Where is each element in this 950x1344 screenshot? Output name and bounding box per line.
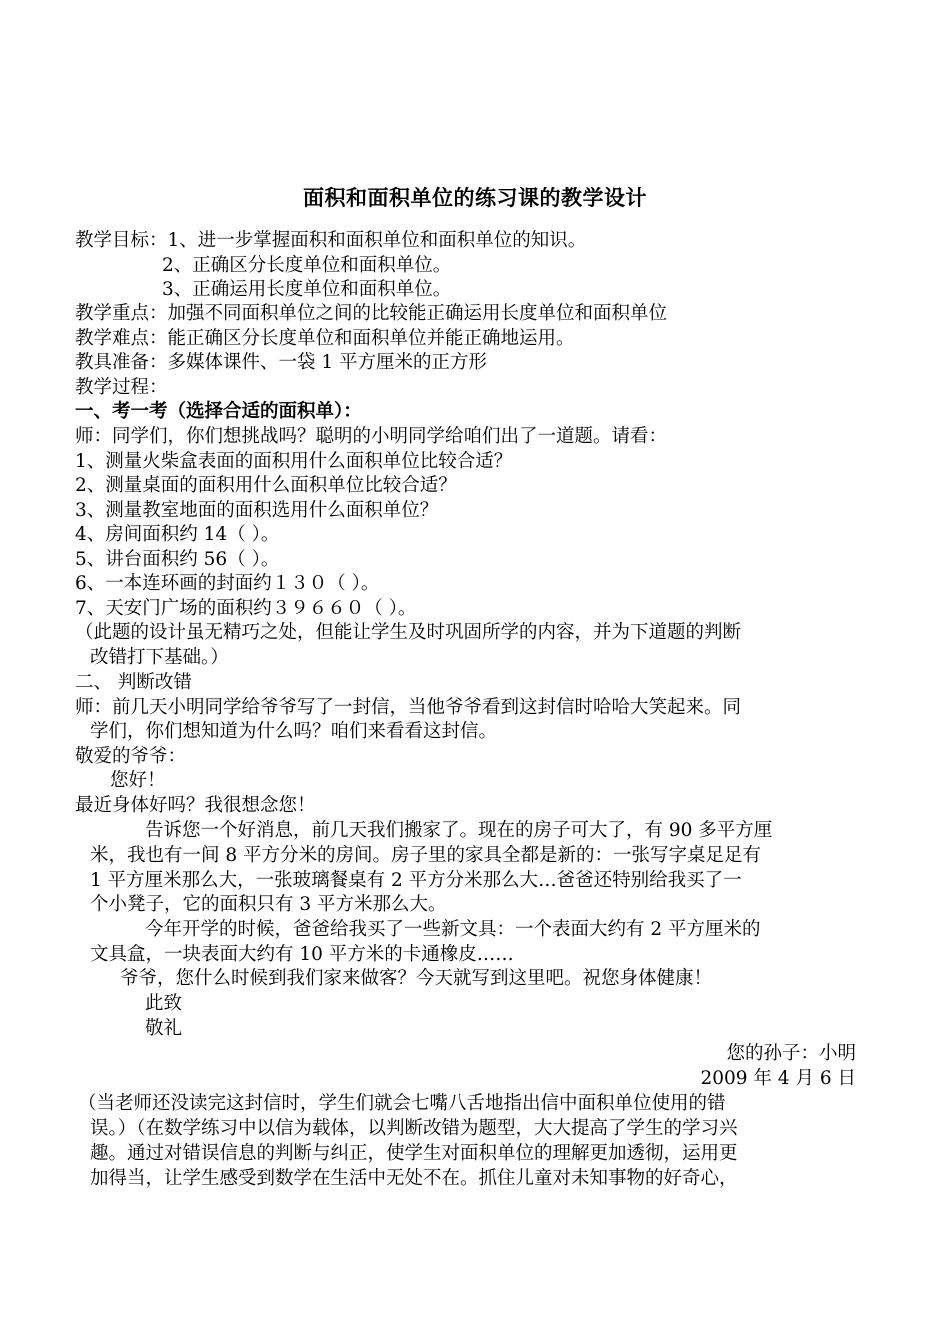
question-7: 7、天安门广场的面积约３９６６０（ ）。 [75, 598, 417, 619]
letter-greeting: 您好！ [110, 770, 166, 791]
objectives-label: 教学目标： [75, 230, 168, 251]
letter-paragraph-2-line-1: 今年开学的时候，爸爸给我买了一些新文具：一个表面大约有 2 平方厘米的 [145, 919, 761, 940]
commentary-line-1: （当老师还没读完这封信时，学生们就会七嘴八舌地指出信中面积单位使用的错 [78, 1093, 726, 1114]
section-2-heading: 二、 判断改错 [75, 672, 192, 693]
letter-line-1: 最近身体好吗？我很想念您！ [75, 795, 316, 816]
materials-line: 教具准备：多媒体课件、一袋 1 平方厘米的正方形 [75, 352, 488, 373]
letter-paragraph-1-line-4: 个小凳子，它的面积只有 3 平方米那么大。 [90, 894, 447, 915]
question-5: 5、讲台面积约 56（ ）。 [75, 549, 280, 570]
question-3: 3、测量教室地面的面积选用什么面积单位？ [75, 500, 439, 521]
objective-item-2: 2、正确区分长度单位和面积单位。 [162, 255, 452, 276]
section-1-intro: 师：同学们，你们想挑战吗？聪明的小明同学给咱们出了一道题。请看： [75, 426, 668, 447]
letter-closing-1: 此致 [145, 993, 183, 1014]
section-2-intro-line-2: 学们，你们想知道为什么吗？咱们来看看这封信。 [90, 721, 498, 742]
section-2-intro-line-1: 师：前几天小明同学给爷爷写了一封信，当他爷爷看到这封信时哈哈大笑起来。同 [75, 697, 742, 718]
document-title: 面积和面积单位的练习课的教学设计 [303, 185, 647, 210]
key-point-line: 教学重点：加强不同面积单位之间的比较能正确运用长度单位和面积单位 [75, 303, 668, 324]
letter-paragraph-3: 爷爷，您什么时候到我们家来做客？今天就写到这里吧。祝您身体健康！ [120, 968, 713, 989]
letter-paragraph-2-line-2: 文具盒，一块表面大约有 10 平方米的卡通橡皮…… [90, 944, 514, 965]
section-1-note-line-1: （此题的设计虽无精巧之处，但能让学生及时巩固所学的内容，并为下道题的判断 [75, 622, 742, 643]
commentary-line-4: 加得当，让学生感受到数学在生活中无处不在。抓住儿童对未知事物的好奇心， [90, 1168, 738, 1189]
section-1-note-line-2: 改错打下基础。） [90, 647, 229, 668]
letter-date: 2009 年 4 月 6 日 [700, 1068, 856, 1089]
letter-signature: 您的孙子：小明 [726, 1043, 856, 1064]
letter-paragraph-1-line-3: 1 平方厘米那么大，一张玻璃餐桌有 2 平方分米那么大…爸爸还特别给我买了一 [90, 870, 742, 891]
commentary-line-2: 误。）（在数学练习中以信为载体，以判断改错为题型，大大提高了学生的学习兴 [90, 1118, 738, 1139]
letter-closing-2: 敬礼 [145, 1018, 183, 1039]
commentary-line-3: 趣。通过对错误信息的判断与纠正，使学生对面积单位的理解更加透彻，运用更 [90, 1143, 738, 1164]
question-1: 1、测量火柴盒表面的面积用什么面积单位比较合适？ [75, 451, 513, 472]
process-label: 教学过程： [75, 377, 168, 398]
question-2: 2、测量桌面的面积用什么面积单位比较合适？ [75, 475, 457, 496]
objectives-line-1 [75, 228, 586, 253]
objective-item-1: 1、进一步掌握面积和面积单位和面积单位的知识。 [167, 230, 587, 251]
section-1-heading: 一、考一考（选择合适的面积单）： [75, 401, 362, 422]
letter-paragraph-1-line-1: 告诉您一个好消息，前几天我们搬家了。现在的房子可大了，有 90 多平方厘 [145, 820, 773, 841]
difficulty-line: 教学难点：能正确区分长度单位和面积单位并能正确地运用。 [75, 328, 575, 349]
objective-item-3: 3、正确运用长度单位和面积单位。 [162, 279, 452, 300]
letter-paragraph-1-line-2: 米，我也有一间 8 平方分米的房间。房子里的家具全都是新的：一张写字桌足足有 [90, 845, 762, 866]
question-6: 6、一本连环画的封面约１３０（ ）。 [75, 573, 380, 594]
letter-salutation: 敬爱的爷爷： [75, 746, 187, 767]
question-4: 4、房间面积约 14（ ）。 [75, 524, 280, 545]
